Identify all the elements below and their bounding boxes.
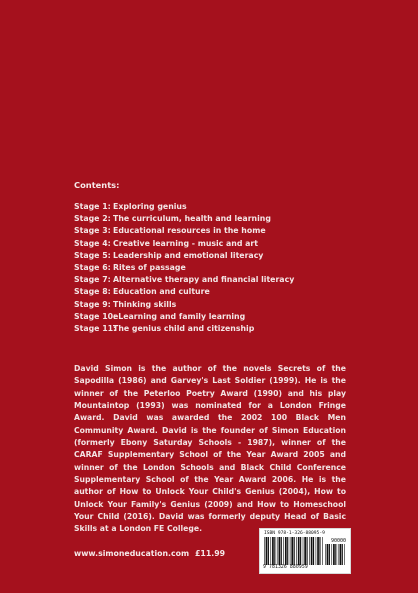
stage-item xyxy=(74,213,374,225)
stage-item xyxy=(74,286,374,298)
stage-item xyxy=(74,274,374,286)
stage-number: Stage 3: xyxy=(74,226,111,236)
stage-item xyxy=(74,299,374,311)
stage-number: Stage 1: xyxy=(74,202,111,211)
contents-list xyxy=(74,201,374,335)
stage-number: Stage 5: xyxy=(74,250,111,260)
barcode-price-code: 90000 xyxy=(330,538,346,544)
isbn-text: ISBN 978-1-326-88095-9 xyxy=(264,531,325,536)
contents-heading: Contents: xyxy=(74,180,120,190)
stage-number: Stage 2: xyxy=(74,214,111,224)
stage-title: The genius child and citizenship xyxy=(113,323,255,333)
stage-title: Thinking skills xyxy=(113,299,177,309)
stage-number: Stage 11: xyxy=(74,323,117,333)
barcode-digits: 9 781326 880959 xyxy=(263,565,308,570)
stage-number: Stage 6: xyxy=(74,262,111,272)
stage-item xyxy=(74,262,374,274)
stage-item xyxy=(74,201,374,213)
stage-number: Stage 8: xyxy=(74,287,111,297)
stage-item xyxy=(74,323,374,335)
stage-title: Leadership and emotional literacy xyxy=(113,250,264,260)
stage-number: Stage 10: xyxy=(74,311,117,321)
stage-item xyxy=(74,250,374,262)
stage-title: eLearning and family learning xyxy=(113,311,246,321)
barcode-bars xyxy=(264,537,324,565)
stage-number: Stage 7: xyxy=(74,275,111,285)
stage-number: Stage 4: xyxy=(74,238,111,248)
stage-item xyxy=(74,311,374,323)
stage-title: Creative learning - music and art xyxy=(113,238,258,248)
stage-title: Education and culture xyxy=(113,287,210,297)
stage-title: The curriculum, health and learning xyxy=(113,214,271,224)
stage-item xyxy=(74,238,374,250)
stage-title: Educational resources in the home xyxy=(113,226,266,236)
stage-item xyxy=(74,225,374,237)
stage-title: Exploring genius xyxy=(113,202,187,211)
stage-number: Stage 9: xyxy=(74,299,111,309)
stage-title: Rites of passage xyxy=(113,262,186,272)
isbn-barcode xyxy=(259,528,351,574)
barcode-supplement-bars xyxy=(325,544,346,565)
author-bio: David Simon is the author of the novels Secrets of the Sapodilla (1986) and Garvey's Last Soldier (1999). He is the winner of the Peterloo Poetry Award (1990) and his play Mountaintop (1993) was nominated for a London Fringe Award. David was awarded the 2002 100 Black Men Community Award. David is the founder of Simon Education (formerly Ebony Saturday Schools - 1987), winner of the CARAF Supplementary School of the Year Award 2005 and winner of the London Schools and Black Child Conference Supplementary School of the Year Award 2006. He is the author of How to Unlock Your Child's Genius (2004), How to Unlock Your Family's Genius (2009) and How to Homeschool Your Child (2016). David was formerly deputy Head of Basic Skills at a London FE College. xyxy=(74,364,346,534)
website-url: www.simoneducation.com xyxy=(74,549,190,558)
price: £11.99 xyxy=(195,549,226,558)
stage-title: Alternative therapy and financial literacy xyxy=(113,275,295,285)
